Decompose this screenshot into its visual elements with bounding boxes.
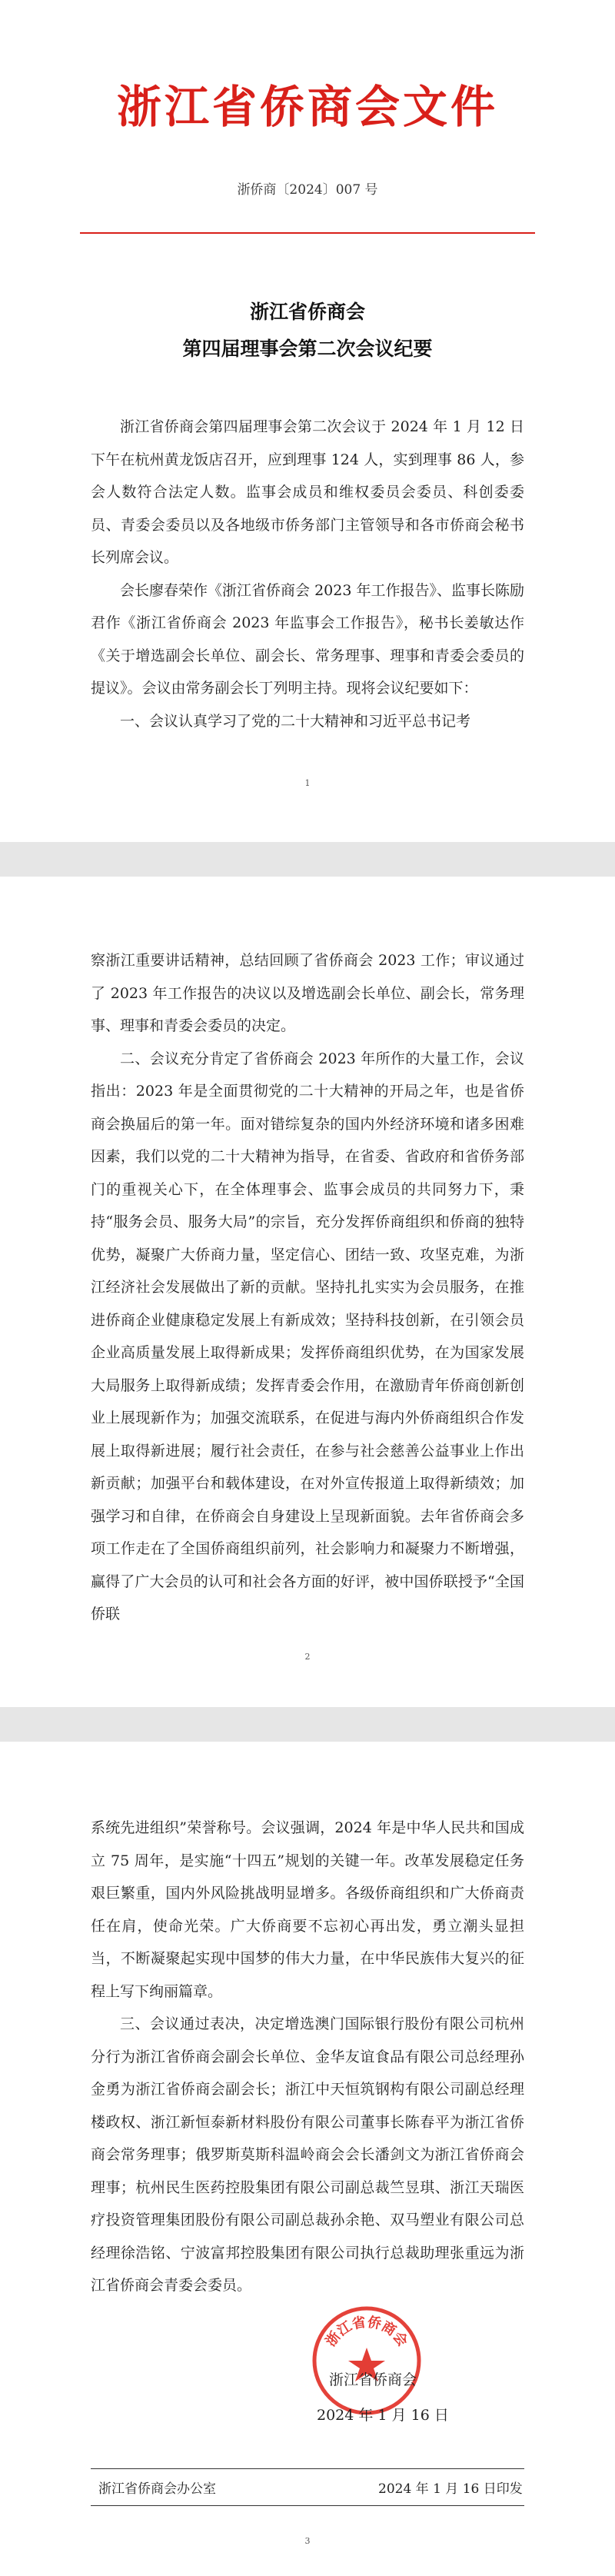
paragraph: 察浙江重要讲话精神，总结回顾了省侨商会 2023 工作；审议通过了 2023 年工作报告的决议以及增选副会长单位、副会长，常务理事、理事和青委会委员的决定。 — [91, 952, 524, 1034]
page-2-body — [91, 944, 524, 1631]
document-number: 浙侨商〔2024〕007 号 — [237, 182, 378, 198]
meeting-title-line-2: 第四届理事会第二次会议纪要 — [182, 338, 433, 360]
signature-organization: 浙江省侨商会 — [329, 2371, 417, 2388]
document-header-title: 浙江省侨商会文件 — [116, 81, 498, 133]
paragraph: 浙江省侨商会第四届理事会第二次会议于 2024 年 1 月 12 日下午在杭州黄龙饭店召开，应到理事 124 人，实到理事 86 人，参会人数符合法定人数。监事会成员和维权委员会委员、科创委委员、青委会委员以及各地级市侨务部门主管领导和各市侨商会秘书长列席会议。 — [91, 418, 524, 566]
page-number: 3 — [304, 2536, 311, 2546]
meeting-title-line-1: 浙江省侨商会 — [249, 301, 365, 323]
page-3-body — [91, 1812, 524, 2302]
header-red-rule — [80, 232, 535, 234]
page-number: 1 — [304, 778, 311, 788]
signature-date: 2024 年 1 月 16 日 — [317, 2407, 449, 2424]
paragraph: 二、会议充分肯定了省侨商会 2023 年所作的大量工作，会议指出：2023 年是全面贯彻党的二十大精神的开局之年，也是省侨商会换届后的第一年。面对错综复杂的国内外经济环境和诸多困难因素，我们以党的二十大精神为指导，在省委、省政府和省侨务部门的重视关心下，在全体理事会、监事会成员的共同努力下，秉持“服务会员、服务大局”的宗旨，充分发挥侨商组织和侨商的独特优势，凝聚广大侨商力量，坚定信心、团结一致、攻坚克难，为浙江经济社会发展做出了新的贡献。坚持扎扎实实为会员服务，在推进侨商企业健康稳定发展上有新成效；坚持科技创新，在引领会员企业高质量发展上取得新成果；发挥侨商组织优势，在为国家发展大局服务上取得新成绩；发挥青委会作用，在激励青年侨商创新创业上展现新作为；加强交流联系，在促进与海内外侨商组织合作发展上取得新进展；履行社会责任，在参与社会慈善公益事业上作出新贡献；加强平台和载体建设，在对外宣传报道上取得新绩效；加强学习和自律，在侨商会自身建设上呈现新面貌。去年省侨商会多项工作走在了全国侨商组织前列，社会影响力和凝聚力不断增强，赢得了广大会员的认可和社会各方面的好评，被中国侨联授予“全国侨联 — [91, 1050, 524, 1622]
paragraph: 一、会议认真学习了党的二十大精神和习近平总书记考 — [120, 712, 471, 730]
document-page-1 — [0, 0, 615, 842]
paragraph: 会长廖春荣作《浙江省侨商会 2023 年工作报告》、监事长陈励君作《浙江省侨商会 2023 年监事会工作报告》，秘书长姜敏达作《关于增选副会长单位、副会长、常务理事、理事和青委会委员的提议》。会议由常务副会长丁列明主持。现将会议纪要如下： — [91, 581, 524, 697]
page-1-body — [91, 411, 524, 737]
official-seal — [309, 2303, 424, 2418]
seal-text: 浙江省侨商会 — [322, 2314, 411, 2350]
footer-print-date: 2024 年 1 月 16 日印发 — [378, 2481, 523, 2497]
page-separator — [0, 842, 615, 877]
paragraph: 三、会议通过表决，决定增选澳门国际银行股份有限公司杭州分行为浙江省侨商会副会长单位、金华友谊食品有限公司总经理孙金勇为浙江省侨商会副会长；浙江中天恒筑钢构有限公司副总经理楼政权、浙江新恒泰新材料股份有限公司董事长陈春平为浙江省侨商会常务理事；俄罗斯莫斯科温岭商会会长潘剑文为浙江省侨商会理事；杭州民生医药控股集团有限公司副总裁竺昱琪、浙江天瑞医疗投资管理集团股份有限公司副总裁孙余艳、双马塑业有限公司总经理徐浩铭、宁波富邦控股集团有限公司执行总裁助理张重远为浙江省侨商会青委会委员。 — [91, 2015, 524, 2294]
page-number: 2 — [304, 1652, 311, 1662]
page-separator — [0, 1707, 615, 1742]
footer-rule-top — [91, 2468, 524, 2469]
paragraph: 系统先进组织”荣誉称号。会议强调，2024 年是中华人民共和国成立 75 周年，是实施“十四五”规划的关键一年。改革发展稳定任务艰巨繁重，国内外风险挑战明显增多。各级侨商组织和广大侨商责任在肩，使命光荣。广大侨商要不忘初心再出发，勇立潮头显担当，不断凝聚起实现中国梦的伟大力量，在中华民族伟大复兴的征程上写下绚丽篇章。 — [91, 1819, 524, 2000]
footer-issuing-office: 浙江省侨商会办公室 — [98, 2481, 216, 2497]
footer-rule-bottom — [91, 2505, 524, 2506]
